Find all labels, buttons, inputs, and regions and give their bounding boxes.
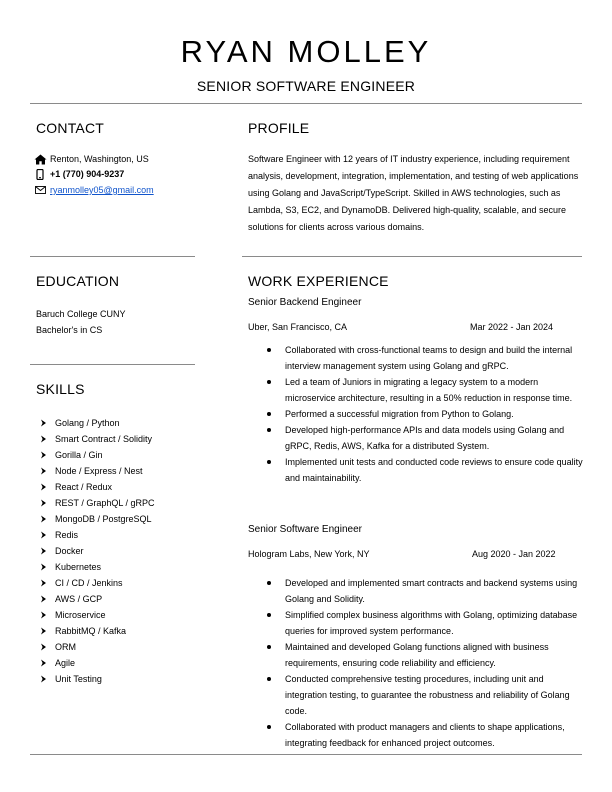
contact-phone-text: +1 (770) 904-9237	[50, 169, 125, 179]
skill-item	[40, 479, 155, 495]
job-2-title: Senior Software Engineer	[248, 524, 362, 535]
job-2-bullet: Maintained and developed Golang functions aligned with business requirements, ensuring code reliability and efficiency.	[264, 639, 584, 671]
contact-divider	[30, 256, 195, 257]
education-school: Baruch College CUNY	[36, 309, 126, 319]
skill-label: Gorilla / Gin	[55, 450, 103, 460]
chevron-right-icon	[40, 595, 47, 603]
chevron-right-icon	[40, 659, 47, 667]
job-1-bullet: Led a team of Juniors in migrating a legacy system to a modern microservice architecture, resulting in a 50% reduction in response time.	[264, 374, 584, 406]
footer-divider	[30, 754, 582, 755]
job-2-bullet: Conducted comprehensive testing procedures, including unit and integration testing, to guarantee the robustness and reliability of Golang code.	[264, 671, 584, 719]
job-2-bullet: Collaborated with product managers and clients to shape applications, integrating feedback for enhanced project outcomes.	[264, 719, 584, 751]
skill-item	[40, 415, 155, 431]
contact-email	[33, 184, 154, 196]
job-1-company: Uber, San Francisco, CA	[248, 322, 348, 332]
skill-label: ORM	[55, 642, 76, 652]
chevron-right-icon	[40, 579, 47, 587]
skill-label: Unit Testing	[55, 674, 102, 684]
chevron-right-icon	[40, 611, 47, 619]
chevron-right-icon	[40, 435, 47, 443]
skill-item	[40, 671, 155, 687]
chevron-right-icon	[40, 499, 47, 507]
skill-item	[40, 543, 155, 559]
education-degree: Bachelor's in CS	[36, 325, 103, 335]
job-1-bullet: Developed high-performance APIs and data models using Golang and gRPC, Redis, AWS, Kafka for a distributed System.	[264, 422, 584, 454]
skill-item	[40, 431, 155, 447]
chevron-right-icon	[40, 531, 47, 539]
chevron-right-icon	[40, 451, 47, 459]
email-icon	[33, 184, 47, 196]
job-2-bullet: Developed and implemented smart contracts and backend systems using Golang and Solidity.	[264, 575, 584, 607]
skill-item	[40, 655, 155, 671]
chevron-right-icon	[40, 419, 47, 427]
skill-item	[40, 527, 155, 543]
profile-divider	[242, 256, 582, 257]
job-1-bullet: Implemented unit tests and conducted code reviews to ensure code quality and maintainability.	[264, 454, 584, 486]
education-heading: EDUCATION	[36, 273, 120, 289]
skill-item	[40, 623, 155, 639]
job-2-company: Hologram Labs, New York, NY	[248, 549, 370, 559]
skill-label: RabbitMQ / Kafka	[55, 626, 127, 636]
job-1-title: Senior Backend Engineer	[248, 297, 362, 308]
chevron-right-icon	[40, 467, 47, 475]
job-1-dates: Mar 2022 - Jan 2024	[470, 322, 554, 332]
skill-label: Node / Express / Nest	[55, 466, 143, 476]
profile-heading: PROFILE	[248, 120, 310, 136]
home-icon	[33, 153, 47, 165]
contact-location-text: Renton, Washington, US	[50, 154, 149, 164]
contact-heading: CONTACT	[36, 120, 105, 136]
header-divider	[30, 103, 582, 104]
skill-label: Smart Contract / Solidity	[55, 434, 153, 444]
chevron-right-icon	[40, 643, 47, 651]
skill-item	[40, 511, 155, 527]
skill-item	[40, 559, 155, 575]
education-block	[36, 306, 126, 338]
skill-label: AWS / GCP	[55, 594, 103, 604]
skill-item	[40, 607, 155, 623]
skill-item	[40, 639, 155, 655]
skill-label: Redis	[55, 530, 79, 540]
chevron-right-icon	[40, 515, 47, 523]
skill-label: Agile	[55, 658, 76, 668]
skill-item	[40, 575, 155, 591]
skill-label: Golang / Python	[55, 418, 120, 428]
contact-phone	[33, 168, 124, 180]
skill-label: MongoDB / PostgreSQL	[55, 514, 152, 524]
contact-location	[33, 153, 149, 165]
chevron-right-icon	[40, 627, 47, 635]
job-2-bullets	[264, 575, 584, 751]
chevron-right-icon	[40, 483, 47, 491]
job-2-dates: Aug 2020 - Jan 2022	[472, 549, 556, 559]
contact-email-link[interactable]: ryanmolley05@gmail.com	[50, 185, 154, 195]
skill-label: REST / GraphQL / gRPC	[55, 498, 155, 508]
profile-summary: Software Engineer with 12 years of IT industry experience, including requirement analysis, development, integration, implementation, and testing of web applications using Golang and JavaScript/TypeScript. Skilled in AWS technologies, such as Lambda, S3, EC2, and DynamoDB. Delivered high-quality, scalable, and secure solutions for clients across various domains.	[248, 154, 579, 232]
job-1-bullets	[264, 342, 584, 486]
chevron-right-icon	[40, 675, 47, 683]
job-1-bullet: Performed a successful migration from Python to Golang.	[264, 406, 584, 422]
skill-label: CI / CD / Jenkins	[55, 578, 123, 588]
skills-heading: SKILLS	[36, 381, 85, 397]
skill-label: Kubernetes	[55, 562, 102, 572]
work-heading: WORK EXPERIENCE	[248, 273, 389, 289]
skill-item	[40, 591, 155, 607]
skills-list	[40, 415, 155, 687]
skill-label: Docker	[55, 546, 84, 556]
chevron-right-icon	[40, 563, 47, 571]
chevron-right-icon	[40, 547, 47, 555]
job-title-header: SENIOR SOFTWARE ENGINEER	[196, 78, 416, 94]
skill-label: React / Redux	[55, 482, 113, 492]
candidate-name: RYAN MOLLEY	[180, 34, 432, 69]
phone-icon	[33, 168, 47, 180]
job-1-bullet: Collaborated with cross-functional teams to design and build the internal interview management system using Golang and gRPC.	[264, 342, 584, 374]
job-2-bullet: Simplified complex business algorithms with Golang, optimizing database queries for improved system performance.	[264, 607, 584, 639]
skill-item	[40, 447, 155, 463]
skill-item	[40, 495, 155, 511]
education-divider	[30, 364, 195, 365]
skill-label: Microservice	[55, 610, 106, 620]
skill-item	[40, 463, 155, 479]
